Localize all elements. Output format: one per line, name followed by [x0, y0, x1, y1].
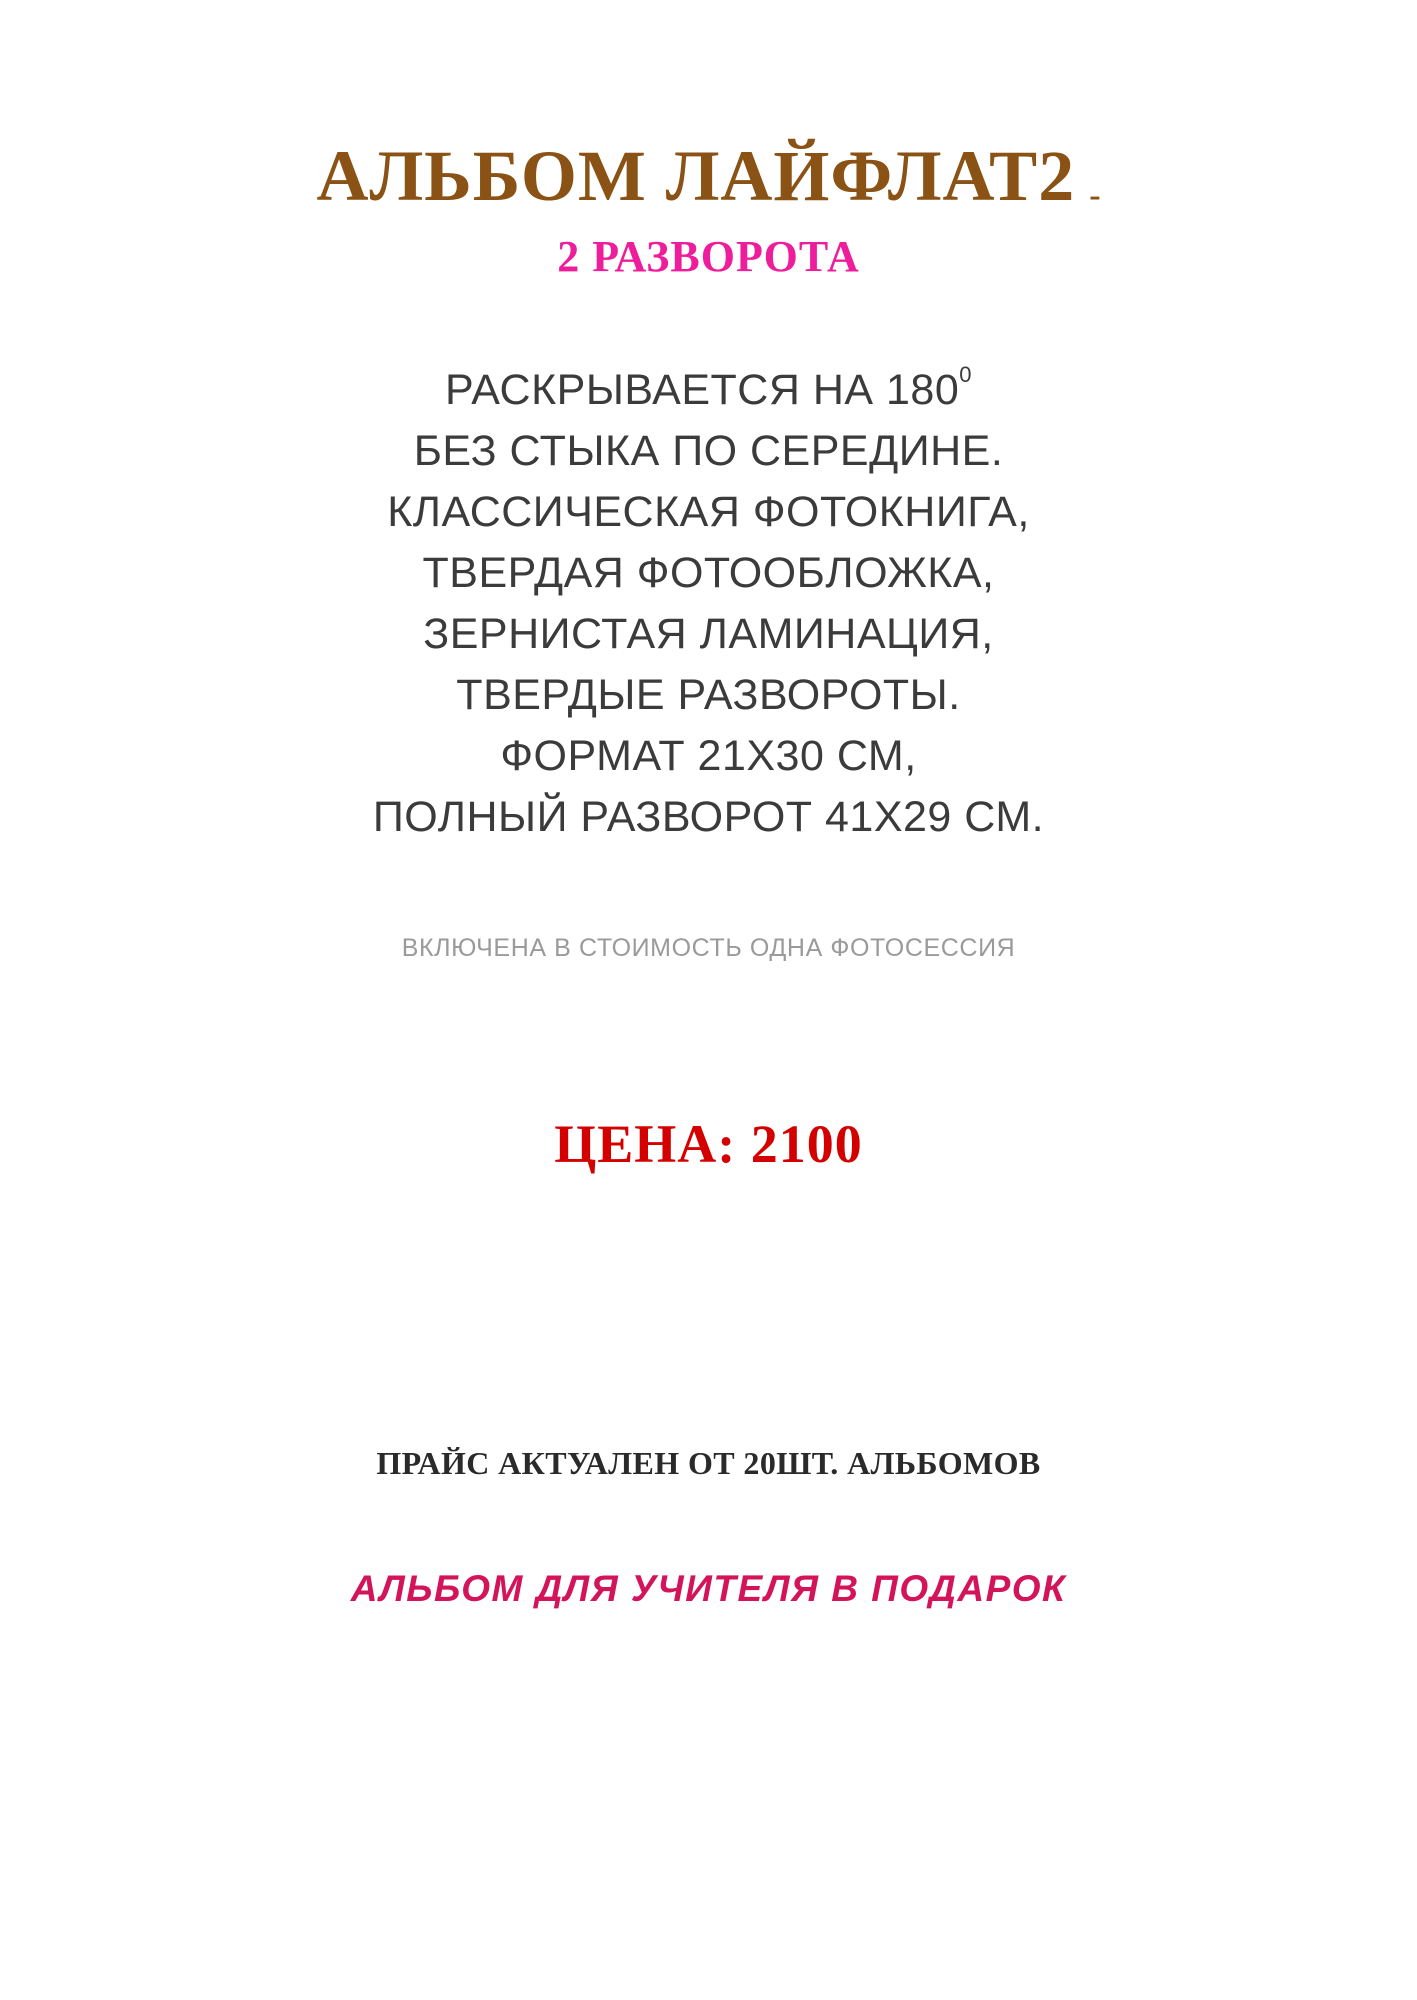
description-line-1 [0, 360, 1417, 421]
title-subtitle: 2 РАЗВОРОТА [557, 231, 860, 281]
description-line-3: КЛАССИЧЕСКАЯ ФОТОКНИГА, [387, 487, 1030, 536]
description-line-6: ТВЕРДЫЕ РАЗВОРОТЫ. [456, 671, 961, 719]
degree-symbol: 0 [959, 362, 972, 388]
title-row [0, 136, 1417, 216]
description-line-4: ТВЕРДАЯ ФОТООБЛОЖКА, [422, 548, 995, 597]
description-line-7: ФОРМАТ 21Х30 СМ, [500, 732, 917, 781]
included-session-note: ВКЛЮЧЕНА В СТОИМОСТЬ ОДНА ФОТОСЕССИЯ [401, 934, 1016, 963]
description-line-8: ПОЛНЫЙ РАЗВОРОТ 41Х29 СМ. [372, 793, 1045, 842]
description-line-1-text: РАСКРЫВАЕТСЯ НА 180 [445, 365, 960, 414]
description-block [0, 360, 1417, 848]
title-dash: - [1089, 176, 1101, 214]
description-line-5: ЗЕРНИСТАЯ ЛАМИНАЦИЯ, [423, 609, 994, 658]
gift-note: АЛЬБОМ ДЛЯ УЧИТЕЛЯ В ПОДАРОК [350, 1568, 1067, 1610]
price-label: ЦЕНА: 2100 [554, 1114, 863, 1175]
price-validity-note: ПРАЙС АКТУАЛЕН ОТ 20ШТ. АЛЬБОМОВ [376, 1445, 1041, 1482]
description-line-2: БЕЗ СТЫКА ПО СЕРЕДИНЕ. [413, 426, 1004, 475]
title-block [0, 136, 1417, 282]
page-title: АЛЬБОМ ЛАЙФЛАТ2 [316, 136, 1076, 216]
